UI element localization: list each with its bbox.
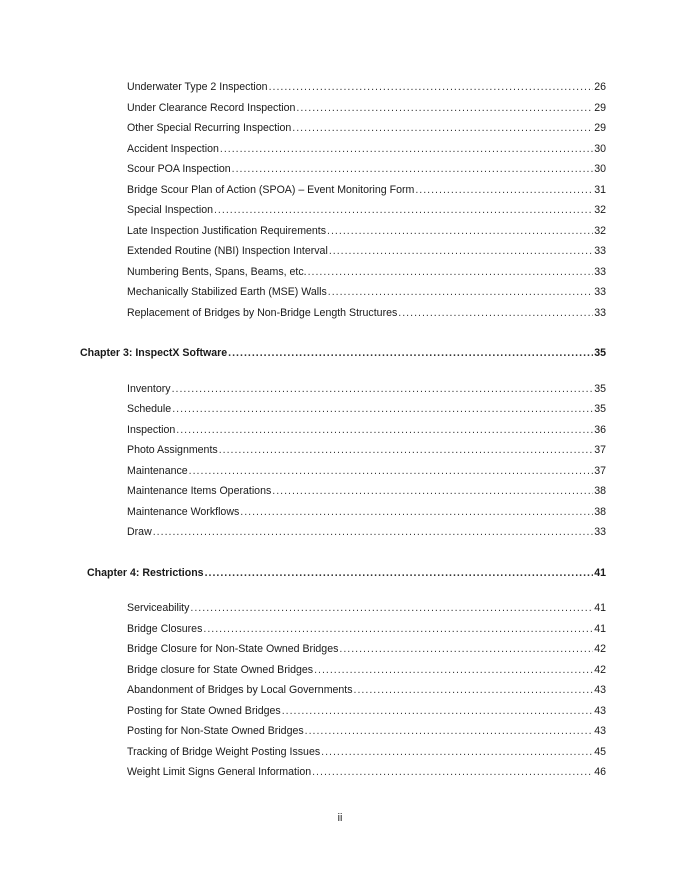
toc-entry[interactable] [127, 423, 606, 437]
leader-dots [203, 622, 593, 636]
toc-entry-label: Special Inspection [127, 204, 213, 216]
toc-entry[interactable] [127, 525, 606, 539]
toc-entry-label: Bridge Scour Plan of Action (SPOA) – Event Monitoring Form [127, 184, 415, 196]
toc-entry-page: 33 [594, 307, 606, 319]
leader-dots [312, 765, 593, 779]
toc-entry[interactable] [127, 203, 606, 217]
toc-entry-page: 38 [594, 506, 606, 518]
toc-entry-page: 42 [594, 664, 606, 676]
toc-entry-label: Abandonment of Bridges by Local Governments [127, 684, 353, 696]
toc-entry-page: 36 [594, 424, 606, 436]
toc-chapter-page: 41 [594, 567, 606, 579]
leader-dots [328, 285, 593, 299]
leader-dots [240, 505, 593, 519]
toc-entry-label: Photo Assignments [127, 444, 218, 456]
toc-entry[interactable] [127, 663, 606, 677]
toc-entry-label: Inventory [127, 383, 171, 395]
toc-entry[interactable] [127, 642, 606, 656]
toc-entry-label: Other Special Recurring Inspection [127, 122, 292, 134]
toc-entry-label: Bridge Closures [127, 623, 203, 635]
toc-entry-label: Scour POA Inspection [127, 163, 231, 175]
leader-dots [398, 306, 593, 320]
toc-entry-page: 30 [594, 143, 606, 155]
toc-entry-page: 43 [594, 684, 606, 696]
toc-entry[interactable] [127, 382, 606, 396]
toc-entry-page: 29 [594, 102, 606, 114]
toc-entry-label: Tracking of Bridge Weight Posting Issues [127, 746, 321, 758]
toc-entry[interactable] [127, 745, 606, 759]
toc-entry-page: 43 [594, 725, 606, 737]
leader-dots [228, 346, 593, 360]
toc-entry-label: Serviceability [127, 602, 190, 614]
leader-dots [415, 183, 593, 197]
toc-chapter-label: Chapter 3: InspectX Software [80, 347, 228, 359]
toc-entry-page: 33 [594, 526, 606, 538]
toc-entry-label: Under Clearance Record Inspection [127, 102, 296, 114]
page-number: ii [337, 812, 343, 824]
toc-entry-page: 31 [594, 184, 606, 196]
toc-entry[interactable] [127, 601, 606, 615]
toc-entry-label: Draw [127, 526, 152, 538]
toc-entry[interactable] [127, 121, 606, 135]
leader-dots [321, 745, 593, 759]
leader-dots [176, 423, 593, 437]
leader-dots [314, 663, 593, 677]
leader-dots [172, 382, 594, 396]
toc-entry-page: 32 [594, 204, 606, 216]
toc-entry[interactable] [127, 505, 606, 519]
toc-entry-page: 41 [594, 602, 606, 614]
toc-chapter-page: 35 [594, 347, 606, 359]
leader-dots [189, 464, 594, 478]
toc-entry-label: Mechanically Stabilized Earth (MSE) Walls [127, 286, 327, 298]
leader-dots [205, 566, 594, 580]
toc-entry[interactable] [127, 285, 606, 299]
toc-entry-label: Late Inspection Justification Requirements [127, 225, 327, 237]
toc-entry-label: Bridge Closure for Non-State Owned Bridges [127, 643, 339, 655]
toc-entry-label: Replacement of Bridges by Non-Bridge Length Structures [127, 307, 398, 319]
toc-entry-page: 38 [594, 485, 606, 497]
toc-entry-label: Inspection [127, 424, 176, 436]
toc-entry[interactable] [127, 80, 606, 94]
toc-entry-page: 35 [594, 383, 606, 395]
toc-entry-page: 33 [594, 245, 606, 257]
toc-entry-label: Extended Routine (NBI) Inspection Interval [127, 245, 328, 257]
leader-dots [296, 101, 593, 115]
toc-entry[interactable] [127, 724, 606, 738]
toc-entry[interactable] [127, 265, 606, 279]
toc-entry[interactable] [127, 306, 606, 320]
toc-entry-label: Posting for Non-State Owned Bridges [127, 725, 304, 737]
toc-entry-page: 35 [594, 403, 606, 415]
toc-entry[interactable] [127, 683, 606, 697]
leader-dots [232, 162, 594, 176]
toc-entry[interactable] [127, 142, 606, 156]
toc-entry-label: Numbering Bents, Spans, Beams, etc. [127, 266, 307, 278]
leader-dots [354, 683, 594, 697]
toc-entry-label: Schedule [127, 403, 172, 415]
toc-entry-label: Maintenance [127, 465, 188, 477]
toc-entry-page: 30 [594, 163, 606, 175]
leader-dots [308, 265, 594, 279]
toc-entry[interactable] [127, 162, 606, 176]
leader-dots [305, 724, 594, 738]
toc-entry-page: 33 [594, 286, 606, 298]
toc-entry-page: 33 [594, 266, 606, 278]
toc-entry-label: Underwater Type 2 Inspection [127, 81, 268, 93]
toc-entry[interactable] [127, 101, 606, 115]
toc-entry[interactable] [127, 443, 606, 457]
toc-entry-page: 37 [594, 465, 606, 477]
toc-entry[interactable] [127, 704, 606, 718]
leader-dots [292, 121, 593, 135]
leader-dots [327, 224, 593, 238]
toc-entry-page: 43 [594, 705, 606, 717]
toc-entry[interactable] [127, 622, 606, 636]
toc-entry[interactable] [127, 464, 606, 478]
toc-entry-label: Maintenance Items Operations [127, 485, 272, 497]
leader-dots [339, 642, 593, 656]
toc-entry-page: 46 [594, 766, 606, 778]
toc-entry-label: Accident Inspection [127, 143, 219, 155]
leader-dots [214, 203, 593, 217]
leader-dots [190, 601, 593, 615]
leader-dots [219, 443, 594, 457]
toc-entry-page: 32 [594, 225, 606, 237]
toc-entry-label: Weight Limit Signs General Information [127, 766, 312, 778]
toc-entry[interactable] [127, 224, 606, 238]
toc-entry-page: 37 [594, 444, 606, 456]
toc-entry[interactable] [127, 765, 606, 779]
toc-chapter-label: Chapter 4: Restrictions [87, 567, 204, 579]
toc-entry-label: Posting for State Owned Bridges [127, 705, 281, 717]
leader-dots [220, 142, 593, 156]
toc-entry-page: 26 [594, 81, 606, 93]
toc-entry-page: 42 [594, 643, 606, 655]
toc-entry[interactable] [127, 402, 606, 416]
toc-entry-label: Maintenance Workflows [127, 506, 240, 518]
toc-entry-page: 29 [594, 122, 606, 134]
toc-chapter-3[interactable] [80, 346, 606, 360]
toc-entry[interactable] [127, 183, 606, 197]
leader-dots [272, 484, 593, 498]
leader-dots [153, 525, 593, 539]
toc-entry[interactable] [127, 484, 606, 498]
leader-dots [282, 704, 594, 718]
toc-entry-label: Bridge closure for State Owned Bridges [127, 664, 314, 676]
leader-dots [329, 244, 593, 258]
leader-dots [172, 402, 593, 416]
toc-chapter-4[interactable] [87, 566, 606, 580]
toc-entry-page: 41 [594, 623, 606, 635]
toc-entry[interactable] [127, 244, 606, 258]
leader-dots [269, 80, 594, 94]
toc-entry-page: 45 [594, 746, 606, 758]
